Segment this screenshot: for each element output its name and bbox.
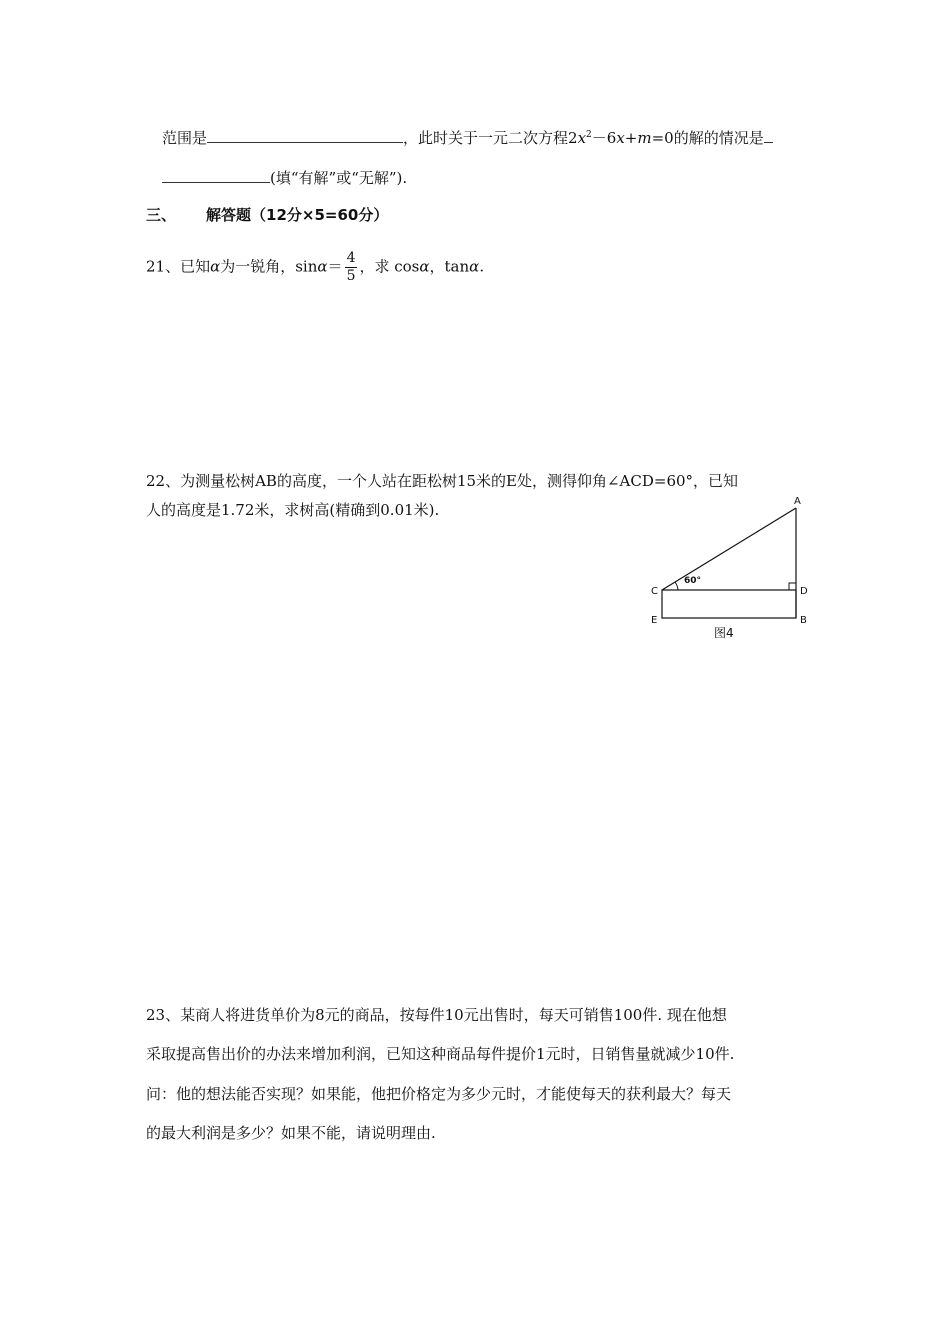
fill-line-2 xyxy=(162,167,407,189)
question-22-line-2: 人的高度是1.72米，求树高(精确到0.01米). xyxy=(146,501,440,519)
question-21: 21、已知α为一锐角，sinα＝ $\frac{4}{5}$ ，求 cosα，tanα. xyxy=(146,250,485,284)
label-a: A xyxy=(794,496,801,507)
section-heading xyxy=(146,204,388,226)
label-c: C xyxy=(651,586,658,597)
question-22-line-1: 22、为测量松树AB的高度，一个人站在距松树15米的E处，测得仰角∠ACD=60°，已知 xyxy=(146,472,739,490)
label-angle: 60° xyxy=(684,576,702,586)
question-23-line-1: 23、某商人将进货单价为8元的商品，按每件10元出售时，每天可销售100件. 现在他想 xyxy=(146,1006,727,1024)
figure-caption: 图4 xyxy=(714,626,734,640)
question-23-line-2: 采取提高售出价的办法来增加利润，已知这种商品每件提价1元时，日销售量就减少10件. xyxy=(146,1045,735,1063)
fill-line-1-middle: ，此时关于一元二次方程 xyxy=(403,129,569,147)
line-ca xyxy=(662,508,796,590)
answer-blank-range[interactable] xyxy=(207,127,403,143)
rect-cdbe xyxy=(662,590,796,618)
fill-line-1-suffix: 的解的情况是 xyxy=(673,129,764,147)
fill-line-1 xyxy=(162,127,773,149)
section-number: 三、 xyxy=(146,206,177,224)
answer-blank-solution-start[interactable] xyxy=(764,127,773,143)
fraction-four-fifths: $\frac{4}{5}$ xyxy=(346,250,356,284)
label-d: D xyxy=(800,586,808,597)
figure-4-diagram xyxy=(640,490,820,650)
label-e: E xyxy=(651,615,658,626)
section-title: 解答题（12分×5=60分） xyxy=(206,206,389,224)
fill-line-1-prefix: 范围是 xyxy=(162,129,208,147)
right-angle-mark xyxy=(789,583,796,590)
answer-blank-solution[interactable] xyxy=(162,167,270,183)
angle-arc xyxy=(675,582,678,590)
fill-line-2-text: (填“有解”或“无解”). xyxy=(270,169,408,187)
equation: $2x^2-6x+m=0$ xyxy=(568,129,674,147)
label-b: B xyxy=(800,615,807,626)
question-23-line-4: 的最大利润是多少？如果不能，请说明理由. xyxy=(146,1124,436,1142)
question-23-line-3: 问：他的想法能否实现？如果能，他把价格定为多少元时，才能使每天的获利最大？每天 xyxy=(146,1085,732,1103)
